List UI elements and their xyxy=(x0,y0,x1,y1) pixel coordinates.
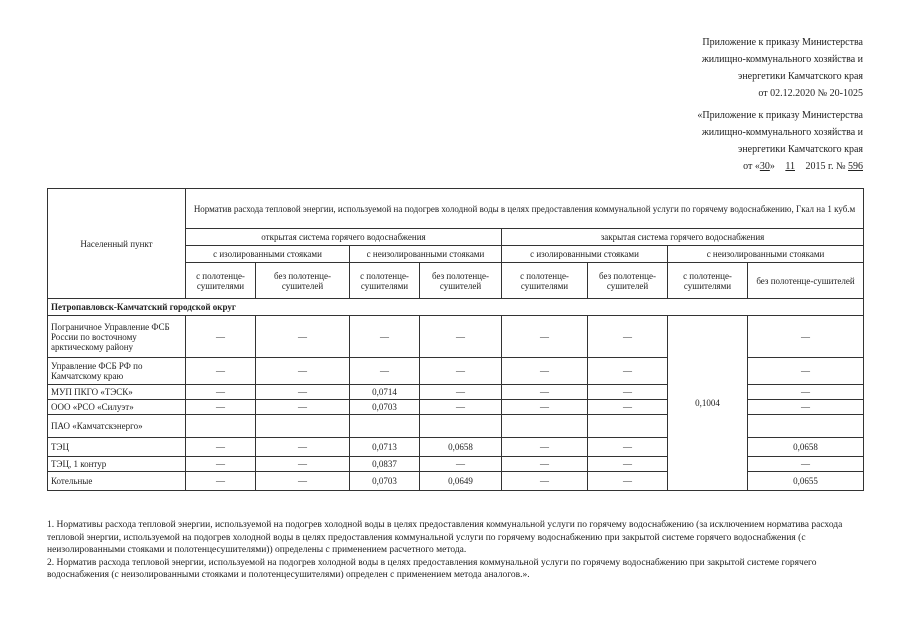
cell-value: 0,0837 xyxy=(350,457,420,472)
cell-value: — xyxy=(588,472,668,491)
cell-value: — xyxy=(420,316,502,358)
order-header-original xyxy=(697,107,863,175)
cell-value: — xyxy=(502,400,588,415)
cell-value xyxy=(588,415,668,438)
header-date-line: от 02.12.2020 № 20-1025 xyxy=(758,88,863,99)
cell-value: — xyxy=(186,472,256,491)
cell-value: — xyxy=(420,400,502,415)
isolated-header: с изолированными стояками xyxy=(186,246,350,263)
non-isolated-header: с неизолированными стояками xyxy=(668,246,864,263)
cell-value: — xyxy=(256,385,350,400)
cell-value: — xyxy=(350,316,420,358)
cell-value xyxy=(186,415,256,438)
cell-value: 0,0713 xyxy=(350,438,420,457)
cell-value: 0,0658 xyxy=(748,438,864,457)
header-date-line xyxy=(697,158,863,175)
footnotes xyxy=(47,519,863,582)
footnote-2: 2. Норматив расхода тепловой энергии, используемой на подогрев холодной воды в целях предоставления коммунальной услуги по горячему водоснабжению при закрытой системе горячего водоснабжения (с неизолированными стояками и полотенцесушителями) определен с применением метода аналогов.». xyxy=(47,557,817,580)
cell-value xyxy=(502,415,588,438)
cell-value: — xyxy=(588,438,668,457)
cell-value: — xyxy=(748,316,864,358)
cell-value: — xyxy=(186,316,256,358)
norms-table xyxy=(47,188,864,491)
cell-value: — xyxy=(748,457,864,472)
cell-value: — xyxy=(588,385,668,400)
closed-system-header: закрытая система горячего водоснабжения xyxy=(502,229,864,246)
cell-value: — xyxy=(588,358,668,385)
header-line: жилищно-коммунального хозяйства и xyxy=(701,127,863,138)
without-towel-header: без полотенце-сушителей xyxy=(748,263,864,299)
cell-value: — xyxy=(420,385,502,400)
cell-value: — xyxy=(186,400,256,415)
cell-value: — xyxy=(748,400,864,415)
table-title: Норматив расхода тепловой энергии, используемой на подогрев холодной воды в целях предоставления коммунальной услуги по горячему водоснабжению, Гкал на 1 куб.м xyxy=(186,189,864,229)
order-header-current xyxy=(702,34,863,102)
header-line: энергетики Камчатского края xyxy=(738,71,863,82)
cell-value: — xyxy=(186,438,256,457)
with-towel-header: с полотенце-сушителями xyxy=(502,263,588,299)
cell-value: — xyxy=(186,385,256,400)
district-row: Петропавловск-Камчатский городской округ xyxy=(48,299,864,316)
date-separator: » xyxy=(769,161,778,172)
cell-value xyxy=(420,415,502,438)
cell-value: 0,0655 xyxy=(748,472,864,491)
header-line: энергетики Камчатского края xyxy=(738,144,863,155)
isolated-header: с изолированными стояками xyxy=(502,246,668,263)
cell-value: — xyxy=(350,358,420,385)
settlement-column-header: Населенный пункт xyxy=(48,189,186,299)
row-name: МУП ПКГО «ТЭСК» xyxy=(48,385,186,400)
row-name: Управление ФСБ РФ по Камчатскому краю xyxy=(48,358,186,385)
with-towel-header: с полотенце-сушителями xyxy=(186,263,256,299)
without-towel-header: без полотенце-сушителей xyxy=(256,263,350,299)
footnote-1: 1. Нормативы расхода тепловой энергии, используемой на подогрев холодной воды в целях предоставления коммунальной услуги по горячему водоснабжению (за исключением норматива расхода тепловой энергии, используемой на подогрев холодной воды в целях предоставления коммунальной услуги по горячему водоснабжению при закрытой системе горячего водоснабжения (с неизолированными стояками и полотенцесушителями)) определены с применением расчетного метода. xyxy=(47,520,843,555)
cell-value: 0,0703 xyxy=(350,400,420,415)
table-row xyxy=(48,316,864,358)
cell-value: — xyxy=(748,358,864,385)
cell-value: — xyxy=(186,358,256,385)
cell-value: — xyxy=(420,358,502,385)
cell-value: — xyxy=(588,316,668,358)
cell-value: — xyxy=(502,472,588,491)
row-name: ТЭЦ xyxy=(48,438,186,457)
cell-value: — xyxy=(502,438,588,457)
cell-value: — xyxy=(256,358,350,385)
date-prefix: от « xyxy=(743,161,760,172)
with-towel-header: с полотенце-сушителями xyxy=(350,263,420,299)
cell-value: — xyxy=(256,457,350,472)
cell-value: — xyxy=(748,385,864,400)
header-line: жилищно-коммунального хозяйства и xyxy=(701,54,863,65)
row-name: Котельные xyxy=(48,472,186,491)
cell-value: — xyxy=(502,385,588,400)
row-name: ПАО «Камчатскэнерго» xyxy=(48,415,186,438)
cell-value: 0,0714 xyxy=(350,385,420,400)
cell-value: 0,0703 xyxy=(350,472,420,491)
non-isolated-header: с неизолированными стояками xyxy=(350,246,502,263)
with-towel-header: с полотенце-сушителями xyxy=(668,263,748,299)
without-towel-header: без полотенце-сушителей xyxy=(420,263,502,299)
date-day: 30 xyxy=(759,161,770,172)
row-name: Пограничное Управление ФСБ России по восточному арктическому району xyxy=(48,316,186,358)
cell-value: — xyxy=(256,316,350,358)
cell-value: — xyxy=(502,358,588,385)
cell-value: — xyxy=(256,400,350,415)
cell-value: — xyxy=(420,457,502,472)
header-line: Приложение к приказу Министерства xyxy=(702,37,863,48)
cell-value xyxy=(256,415,350,438)
without-towel-header: без полотенце-сушителей xyxy=(588,263,668,299)
open-system-header: открытая система горячего водоснабжения xyxy=(186,229,502,246)
cell-value: 0,0649 xyxy=(420,472,502,491)
cell-value: — xyxy=(502,457,588,472)
order-number: 596 xyxy=(848,161,863,172)
header-line: «Приложение к приказу Министерства xyxy=(697,110,863,121)
cell-value: — xyxy=(256,438,350,457)
merged-value-cell: 0,1004 xyxy=(668,316,748,491)
cell-value: — xyxy=(588,457,668,472)
cell-value: — xyxy=(588,400,668,415)
row-name: ООО «РСО «Силуэт» xyxy=(48,400,186,415)
cell-value: — xyxy=(502,316,588,358)
date-year: 2015 г. № xyxy=(802,161,848,172)
cell-value: — xyxy=(186,457,256,472)
cell-value: — xyxy=(256,472,350,491)
row-name: ТЭЦ, 1 контур xyxy=(48,457,186,472)
date-month: 11 xyxy=(785,161,795,172)
cell-value xyxy=(748,415,864,438)
cell-value: 0,0658 xyxy=(420,438,502,457)
cell-value xyxy=(350,415,420,438)
